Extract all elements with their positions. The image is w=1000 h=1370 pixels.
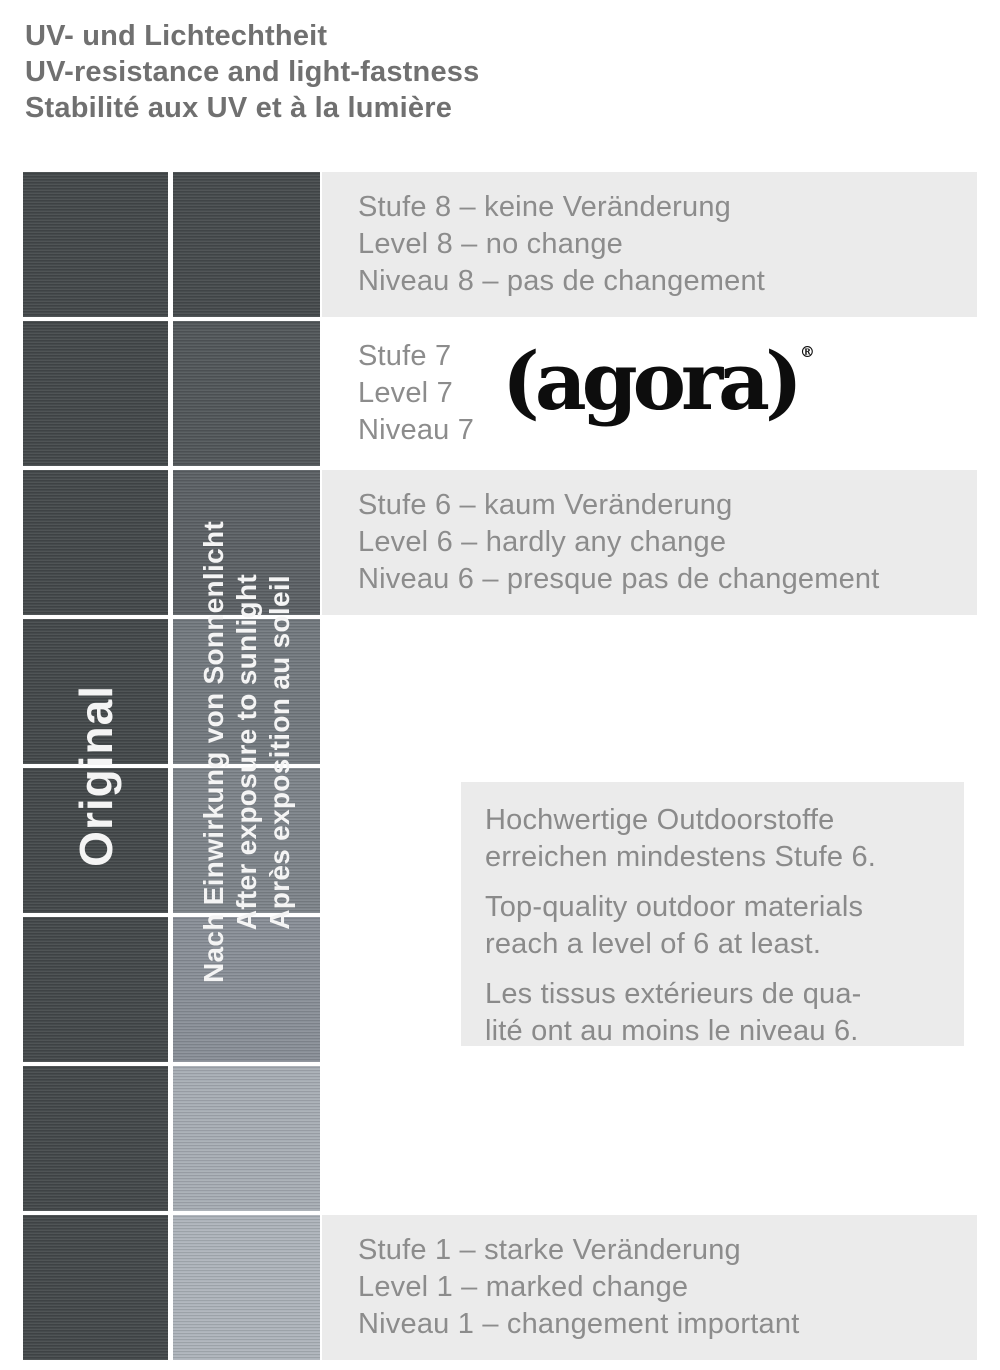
level-label-de: Stufe 6 – kaum Veränderung xyxy=(358,489,733,521)
level-label-fr: Niveau 6 – presque pas de changement xyxy=(358,563,880,595)
info-paragraph-fr xyxy=(485,976,954,1050)
agora-logo-text: (agora) xyxy=(502,334,798,428)
level-2-labels xyxy=(322,1066,977,1211)
info-line: erreichen mindestens Stufe 6. xyxy=(485,841,877,873)
original-column-caption-text: Original xyxy=(69,684,122,867)
exposed-swatch xyxy=(173,1066,320,1211)
level-6-label-band xyxy=(322,470,977,615)
page-title-line-fr: Stabilité aux UV et à la lumière xyxy=(25,92,453,124)
level-label-de: Stufe 7 xyxy=(358,340,452,372)
original-swatch xyxy=(23,1215,168,1360)
level-label-de: Stufe 8 – keine Veränderung xyxy=(358,191,732,223)
info-line: reach a level of 6 at least. xyxy=(485,928,822,960)
exposed-swatch xyxy=(173,321,320,466)
original-swatch xyxy=(23,917,168,1062)
scale-row-level-1 xyxy=(23,1215,977,1360)
level-label-fr: Niveau 7 xyxy=(358,414,475,446)
info-line: lité ont au moins le niveau 6. xyxy=(485,1015,859,1047)
exposed-swatch xyxy=(173,1215,320,1360)
exposed-caption-fr: Après exposition au soleil xyxy=(264,574,295,930)
level-label-fr: Niveau 8 – pas de changement xyxy=(358,265,766,297)
level-5-labels xyxy=(322,619,977,764)
original-swatch xyxy=(23,1066,168,1211)
level-label-en: Level 8 – no change xyxy=(358,228,624,260)
exposed-swatch xyxy=(173,172,320,317)
info-paragraph-en xyxy=(485,889,954,963)
level-label-de: Stufe 1 – starke Veränderung xyxy=(358,1234,741,1266)
level-8-label-band xyxy=(322,172,977,317)
info-line: Hochwertige Outdoorstoffe xyxy=(485,804,835,836)
original-swatch xyxy=(23,321,168,466)
exposed-caption-en: After exposure to sunlight xyxy=(231,573,262,931)
page-title-line-de: UV- und Lichtechtheit xyxy=(25,20,328,52)
info-paragraph-de xyxy=(485,802,954,876)
registered-trademark-icon: ® xyxy=(799,343,815,361)
exposed-caption-de: Nach Einwirkung von Sonnenlicht xyxy=(198,520,229,983)
exposed-column-caption xyxy=(173,462,320,1042)
level-7-labels xyxy=(322,321,977,466)
level-1-label-band xyxy=(322,1215,977,1360)
level-label-en: Level 1 – marked change xyxy=(358,1271,689,1303)
original-swatch xyxy=(23,172,168,317)
page-title-line-en: UV-resistance and light-fastness xyxy=(25,56,480,88)
scale-row-level-8 xyxy=(23,172,977,317)
page-title xyxy=(25,18,479,126)
quality-info-box xyxy=(461,782,964,1046)
original-swatch xyxy=(23,470,168,615)
original-column-caption xyxy=(23,633,168,918)
level-label-fr: Niveau 1 – changement important xyxy=(358,1308,800,1340)
scale-row-level-2 xyxy=(23,1066,977,1211)
info-line: Les tissus extérieurs de qua- xyxy=(485,978,862,1010)
level-label-en: Level 7 xyxy=(358,377,453,409)
info-line: Top-quality outdoor materials xyxy=(485,891,864,923)
agora-logo xyxy=(502,331,813,431)
scale-row-level-7 xyxy=(23,321,977,466)
level-label-en: Level 6 – hardly any change xyxy=(358,526,727,558)
scale-row-level-6 xyxy=(23,470,977,615)
